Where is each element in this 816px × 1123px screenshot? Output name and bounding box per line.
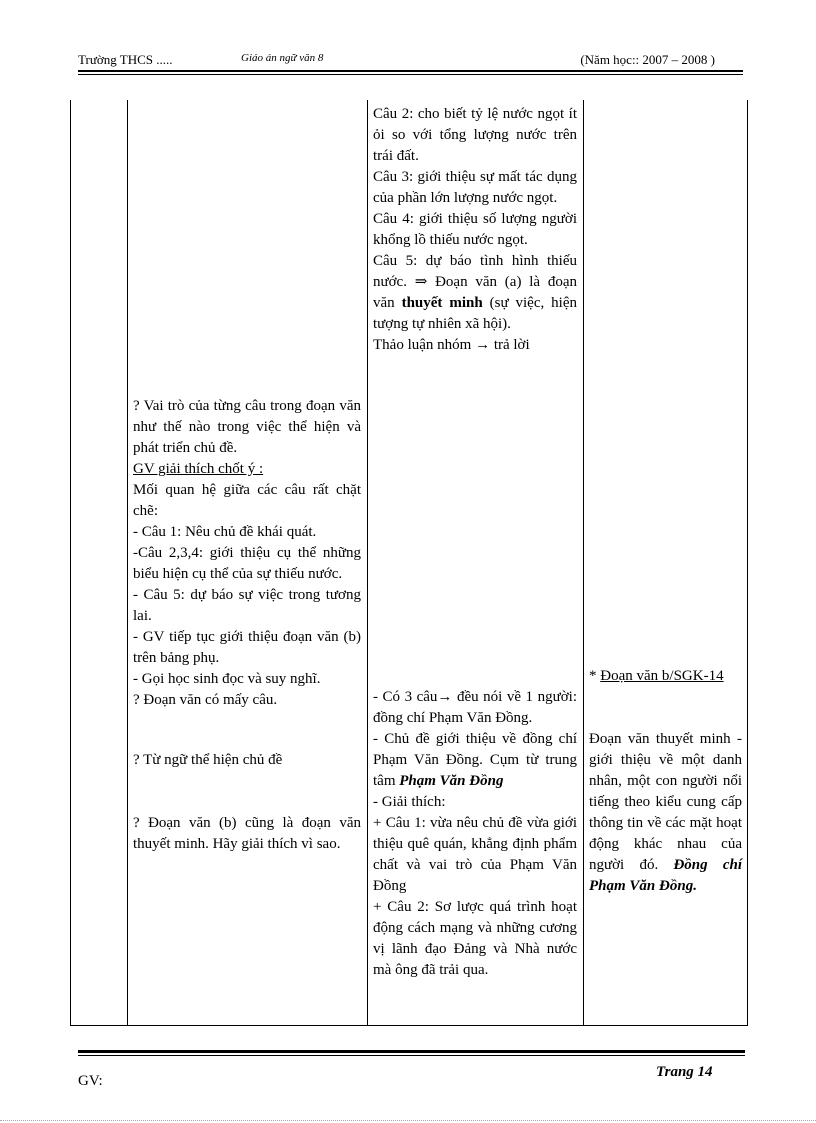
sentence-3-note: Câu 3: giới thiệu sự mất tác dụng của phần lớn lượng nước ngọt. <box>373 169 577 206</box>
subject-name: Giáo án ngữ văn 8 <box>241 52 324 64</box>
sentence-2-note: Câu 2: cho biết tỷ lệ nước ngọt ít ỏi so với tổng lượng nước trên trái đất. <box>373 106 577 164</box>
relation-text: Mối quan hệ giữa các câu rất chặt chẽ: <box>133 482 361 519</box>
gv-explain-heading: GV giải thích chốt ý : <box>133 461 264 477</box>
paragraph-b-description: Đoạn văn thuyết minh - giới thiệu về một danh nhân, một con người nổi tiếng theo kiểu cung cấp thông tin về các mặt hoạt động khác nhau của người đó. Đồng chí Phạm Văn Đồng. <box>589 731 743 894</box>
three-sentences: - Có 3 câu→ đều nói về 1 người: đồng chí Phạm Văn Đồng. <box>373 689 577 726</box>
sentence-5-summary: - Câu 5: dự báo sự việc trong tương lai. <box>133 587 361 624</box>
teacher-label: GV: <box>78 1073 103 1089</box>
topic-note: - Chủ đề giới thiệu về đồng chí Phạm Văn Đồng. Cụm từ trung tâm Phạm Văn Đồng <box>373 731 577 789</box>
call-students: - Gọi học sinh đọc và suy nghĩ. <box>133 671 321 687</box>
footer-rule <box>78 1050 745 1053</box>
page-header <box>78 52 743 68</box>
page-number: Trang 14 <box>656 1064 713 1080</box>
footer-rule-thin <box>78 1055 745 1056</box>
header-rule <box>78 70 743 72</box>
paragraph-b-heading: * Đoạn văn b/SGK-14 <box>589 668 724 684</box>
sentence-4-note: Câu 4: giới thiệu số lượng người khổng lồ thiếu nước ngọt. <box>373 211 577 248</box>
explain-sentence-1: + Câu 1: vừa nêu chủ đề vừa giới thiệu quê quán, khẳng định phẩm chất và vai trò của Phạm Văn Đồng <box>373 815 577 894</box>
header-rule-thin <box>78 74 743 75</box>
student-activity-top <box>373 104 577 356</box>
question-topic-words: ? Từ ngữ thể hiện chủ đề <box>133 752 283 768</box>
teacher-activity-c <box>133 813 361 855</box>
sentence-5-note: Câu 5: dự báo tình hình thiếu nước. ⇒ Đoạn văn (a) là đoạn văn thuyết minh (sự việc, hiện tượng tự nhiên xã hội). <box>373 253 577 332</box>
lesson-table <box>70 100 748 1026</box>
teacher-activity-b <box>133 750 361 771</box>
question-role: ? Vai trò của từng câu trong đoạn văn như thế nào trong việc thể hiện và phát triển chủ đề. <box>133 398 361 456</box>
school-year: (Năm học:: 2007 – 2008 ) <box>580 52 715 67</box>
column-divider <box>583 100 584 1025</box>
group-discussion: Thảo luận nhóm → trả lời <box>373 337 530 353</box>
student-activity-bottom <box>373 687 577 981</box>
school-name: Trường THCS ..... <box>78 52 173 67</box>
gv-continue: - GV tiếp tục giới thiệu đoạn văn (b) trên bảng phụ. <box>133 629 361 666</box>
page-edge <box>0 1120 816 1121</box>
question-sentence-count: ? Đoạn văn có mấy câu. <box>133 692 278 708</box>
question-paragraph-b: ? Đoạn văn (b) cũng là đoạn văn thuyết minh. Hãy giải thích vì sao. <box>133 815 361 852</box>
explain-sentence-2: + Câu 2: Sơ lược quá trình hoạt động cách mạng và những cương vị lãnh đạo Đảng và Nhà nước mà ông đã trải qua. <box>373 899 577 978</box>
sentence-234-summary: -Câu 2,3,4: giới thiệu cụ thể những biểu hiện cụ thể của sự thiếu nước. <box>133 545 361 582</box>
content-paragraph-b <box>589 666 742 897</box>
explain-label: - Giải thích: <box>373 794 446 810</box>
teacher-activity-a <box>133 396 361 711</box>
column-divider <box>367 100 368 1025</box>
sentence-1-summary: - Câu 1: Nêu chủ đề khái quát. <box>133 524 317 540</box>
column-divider <box>127 100 128 1025</box>
